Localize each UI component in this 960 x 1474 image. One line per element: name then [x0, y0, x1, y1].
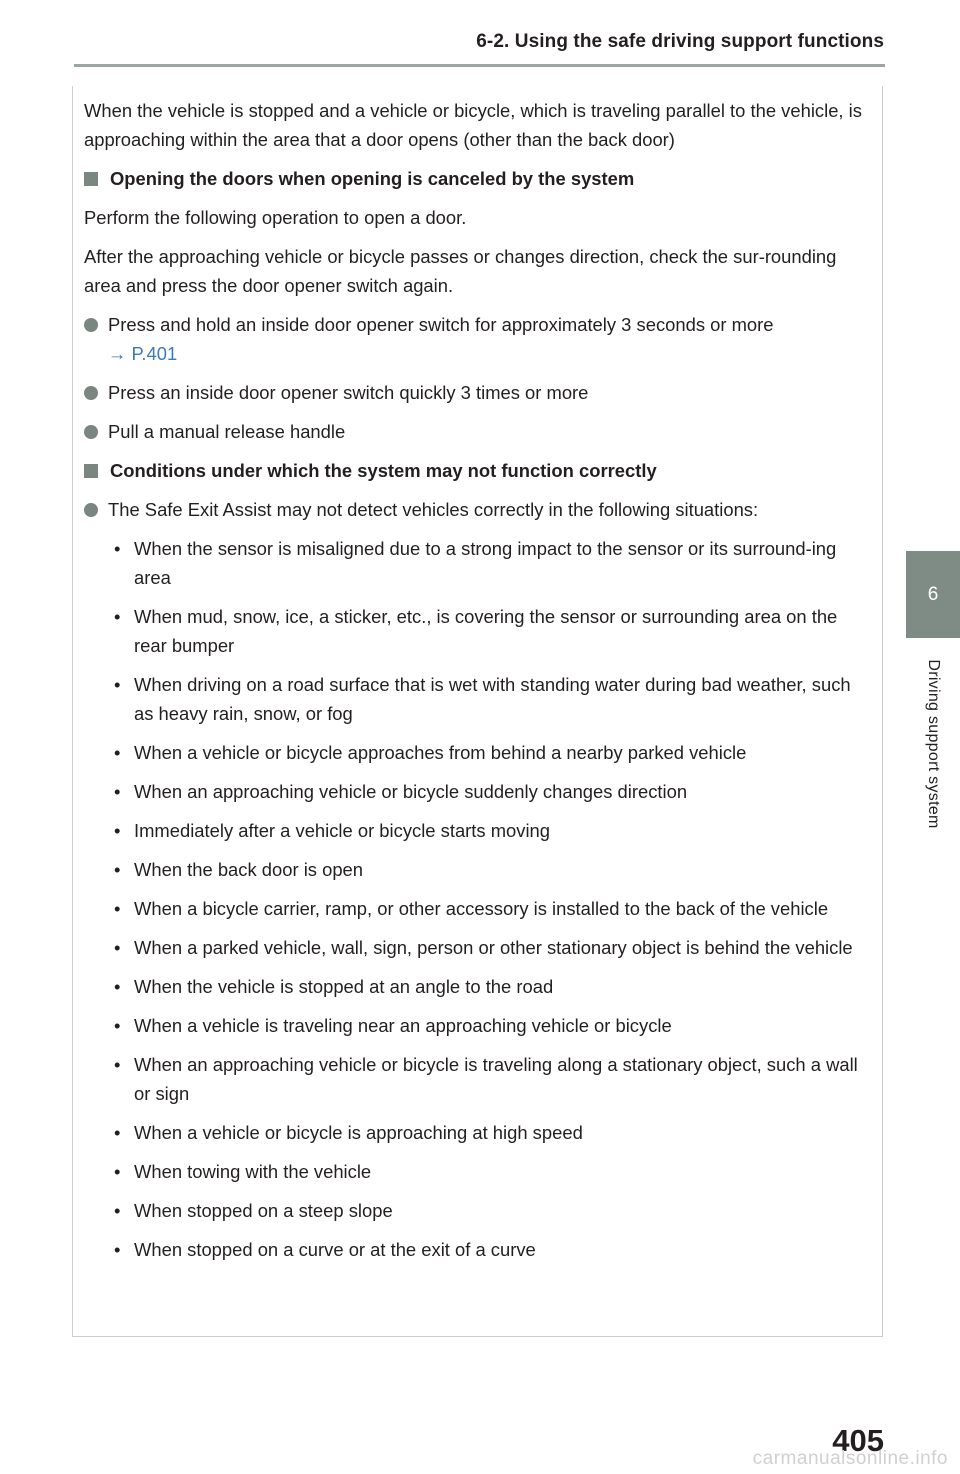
watermark: carmanualsonline.info — [752, 1448, 948, 1469]
sub-list-item — [84, 933, 874, 962]
page-number: 405 — [832, 1423, 884, 1458]
bullet-icon: • — [114, 898, 121, 919]
list-item — [84, 417, 874, 446]
square-bullet-icon — [84, 172, 98, 186]
sub-item-text: Immediately after a vehicle or bicycle starts moving — [134, 820, 550, 841]
heading-text: Opening the doors when opening is canceled by the system — [110, 168, 635, 189]
sub-list-item — [84, 1118, 874, 1147]
chapter-number: 6 — [927, 583, 939, 605]
sub-list-item — [84, 1011, 874, 1040]
bullet-icon: • — [114, 820, 121, 841]
circle-bullet-icon — [84, 386, 98, 400]
list-item-text: Press and hold an inside door opener switch for approximately 3 seconds or more — [108, 314, 774, 335]
sub-list-item — [84, 816, 874, 845]
sub-item-text: When a bicycle carrier, ramp, or other accessory is installed to the back of the vehicle — [134, 898, 829, 919]
sub-list-item — [84, 855, 874, 884]
sub-list-item — [84, 1235, 874, 1264]
section-heading-conditions — [84, 456, 874, 485]
list-item-text: The Safe Exit Assist may not detect vehicles correctly in the following situations: — [108, 499, 759, 520]
chapter-tab[interactable] — [906, 551, 960, 638]
sub-list-item — [84, 670, 874, 728]
bullet-icon: • — [114, 1015, 121, 1036]
sub-list-item — [84, 777, 874, 806]
sub-item-text: When an approaching vehicle or bicycle is traveling along a stationary object, such a wall or sign — [134, 1054, 858, 1104]
sub-list-item — [84, 972, 874, 1001]
bullet-icon: • — [114, 1200, 121, 1221]
page-content — [84, 96, 874, 1274]
list-item — [84, 495, 874, 524]
sub-list-item — [84, 1157, 874, 1186]
circle-bullet-icon — [84, 503, 98, 517]
paragraph: Perform the following operation to open a door. — [84, 207, 467, 228]
bullet-icon: • — [114, 976, 121, 997]
sub-item-text: When stopped on a steep slope — [134, 1200, 393, 1221]
bullet-icon: • — [114, 1122, 121, 1143]
bullet-icon: • — [114, 781, 121, 802]
sub-item-text: When a vehicle or bicycle is approaching at high speed — [134, 1122, 583, 1143]
list-item-text: Pull a manual release handle — [108, 421, 346, 442]
bullet-icon: • — [114, 606, 121, 627]
sub-item-text: When the vehicle is stopped at an angle to the road — [134, 976, 554, 997]
section-heading-opening-doors — [84, 164, 874, 193]
sub-item-text: When a vehicle or bicycle approaches from behind a nearby parked vehicle — [134, 742, 747, 763]
sub-item-text: When the back door is open — [134, 859, 364, 880]
sub-item-text: When towing with the vehicle — [134, 1161, 372, 1182]
bullet-icon: • — [114, 742, 121, 763]
sub-item-text: When a parked vehicle, wall, sign, person or other stationary object is behind the vehicle — [134, 937, 853, 958]
bullet-icon: • — [114, 937, 121, 958]
intro-paragraph: When the vehicle is stopped and a vehicle or bicycle, which is traveling parallel to the vehicle, is approaching within the area that a door opens (other than the back door) — [84, 100, 862, 150]
sub-list-item — [84, 894, 874, 923]
sub-list-item — [84, 738, 874, 767]
list-item — [84, 378, 874, 407]
header-divider — [74, 64, 885, 67]
bullet-icon: • — [114, 674, 121, 695]
list-item-text: Press an inside door opener switch quickly 3 times or more — [108, 382, 589, 403]
paragraph: After the approaching vehicle or bicycle passes or changes direction, check the sur-rounding area and press the door opener switch again. — [84, 246, 837, 296]
sub-list-item — [84, 1196, 874, 1225]
sub-item-text: When the sensor is misaligned due to a strong impact to the sensor or its surround-ing area — [134, 538, 837, 588]
page-reference-link[interactable]: → P.401 — [108, 343, 178, 364]
bullet-icon: • — [114, 1161, 121, 1182]
sub-item-text: When a vehicle is traveling near an approaching vehicle or bicycle — [134, 1015, 672, 1036]
sub-list-item — [84, 534, 874, 592]
sub-item-text: When mud, snow, ice, a sticker, etc., is covering the sensor or surrounding area on the rear bumper — [134, 606, 838, 656]
circle-bullet-icon — [84, 425, 98, 439]
sub-list-item — [84, 1050, 874, 1108]
chapter-label: Driving support system — [925, 659, 942, 829]
sub-item-text: When an approaching vehicle or bicycle suddenly changes direction — [134, 781, 688, 802]
square-bullet-icon — [84, 464, 98, 478]
bullet-icon: • — [114, 1239, 121, 1260]
bullet-icon: • — [114, 538, 121, 559]
bullet-icon: • — [114, 859, 121, 880]
sub-list-item — [84, 602, 874, 660]
sub-item-text: When driving on a road surface that is wet with standing water during bad weather, such as heavy rain, snow, or fog — [134, 674, 851, 724]
section-header-title: 6-2. Using the safe driving support functions — [476, 31, 884, 52]
heading-text: Conditions under which the system may not function correctly — [110, 460, 657, 481]
bullet-icon: • — [114, 1054, 121, 1075]
list-item — [84, 310, 874, 368]
sub-item-text: When stopped on a curve or at the exit of a curve — [134, 1239, 536, 1260]
circle-bullet-icon — [84, 318, 98, 332]
